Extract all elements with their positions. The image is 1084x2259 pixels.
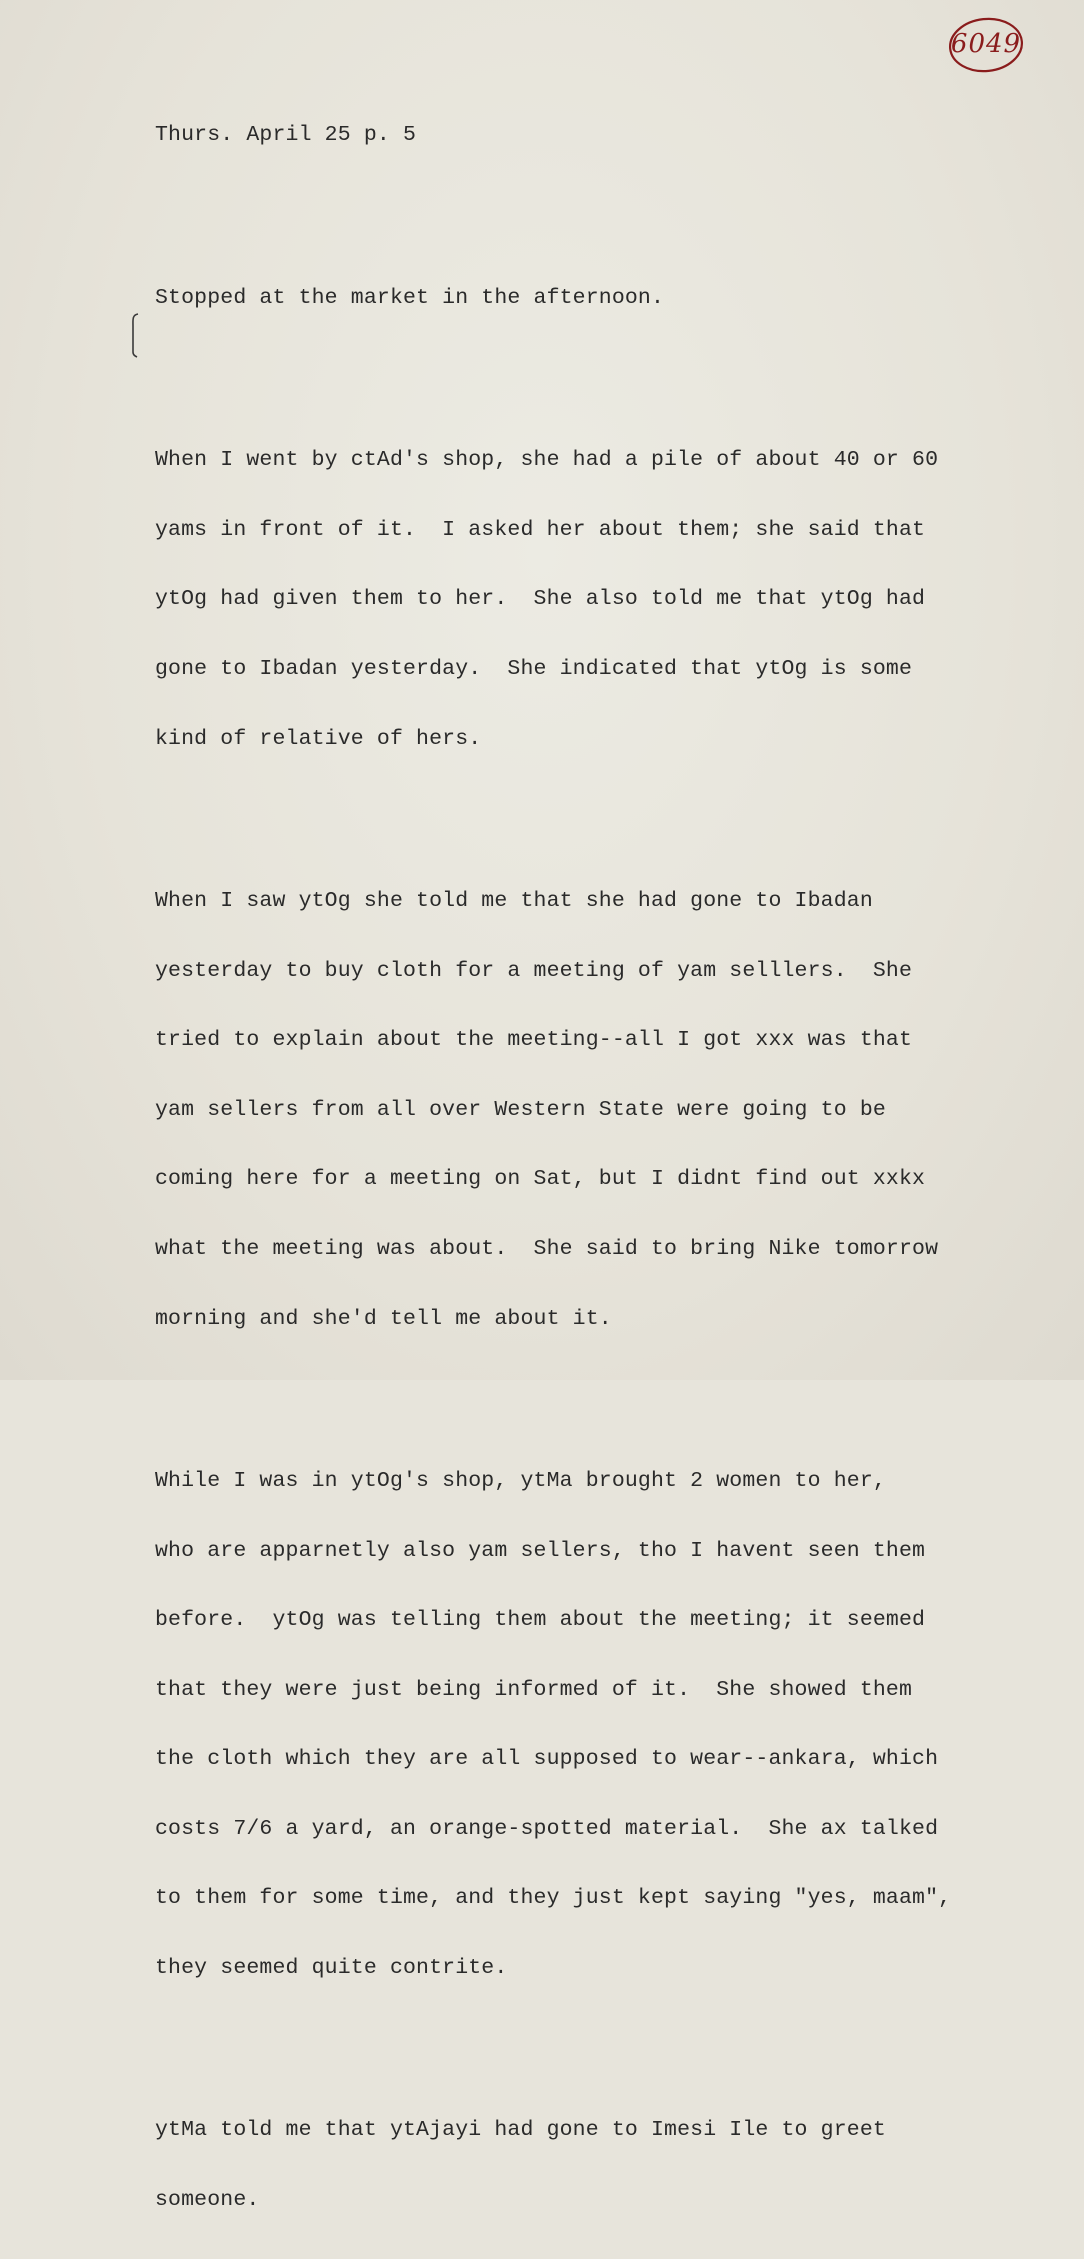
text-line: kind of relative of hers.	[155, 726, 482, 751]
text-line: who are apparnetly also yam sellers, tho I havent seen them	[155, 1538, 926, 1563]
text-line: that they were just being informed of it. She showed them	[155, 1677, 913, 1702]
text-line: gone to Ibadan yesterday. She indicated that ytOg is some	[155, 656, 913, 681]
document-header: Thurs. April 25 p. 5	[155, 123, 417, 148]
text-line: costs 7/6 a yard, an orange-spotted material. She ax talked	[155, 1816, 939, 1841]
text-line: coming here for a meeting on Sat, but I didnt find out xxkx	[155, 1167, 926, 1192]
text-line: When I saw ytOg she told me that she had gone to Ibadan	[155, 888, 873, 913]
text-line: When I went by ctAd's shop, she had a pile of about 40 or 60	[155, 448, 939, 473]
paragraph-gap	[155, 356, 1055, 379]
document-body	[155, 78, 1055, 2259]
margin-bracket-icon	[128, 312, 142, 363]
text-line: before. ytOg was telling them about the meeting; it seemed	[155, 1608, 926, 1633]
text-line: yams in front of it. I asked her about them; she said that	[155, 517, 926, 542]
paragraph-gap	[155, 1377, 1055, 1400]
text-line: the cloth which they are all supposed to wear--ankara, which	[155, 1747, 939, 1772]
text-line: While I was in ytOg's shop, ytMa brought 2 women to her,	[155, 1468, 886, 1493]
text-line: they seemed quite contrite.	[155, 1956, 508, 1981]
text-line: someone.	[155, 2188, 260, 2213]
text-line: what the meeting was about. She said to bring Nike tomorrow	[155, 1236, 939, 1261]
text-line: ytMa told me that ytAjayi had gone to Imesi Ile to greet	[155, 2118, 886, 2143]
handwritten-page-number	[946, 14, 1026, 74]
paragraph-gap	[155, 194, 1055, 217]
text-line: Stopped at the market in the afternoon.	[155, 285, 665, 310]
page-number-text: 6049	[950, 29, 1022, 59]
text-line: to them for some time, and they just kept saying "yes, maam",	[155, 1886, 952, 1911]
paragraph-gap	[155, 2027, 1055, 2050]
text-line: morning and she'd tell me about it.	[155, 1306, 612, 1331]
text-line: ytOg had given them to her. She also told me that ytOg had	[155, 587, 926, 612]
text-line: yesterday to buy cloth for a meeting of yam selllers. She	[155, 958, 913, 983]
paragraph-gap	[155, 797, 1055, 820]
text-line: tried to explain about the meeting--all I got xxx was that	[155, 1028, 913, 1053]
text-line: yam sellers from all over Western State were going to be	[155, 1097, 886, 1122]
